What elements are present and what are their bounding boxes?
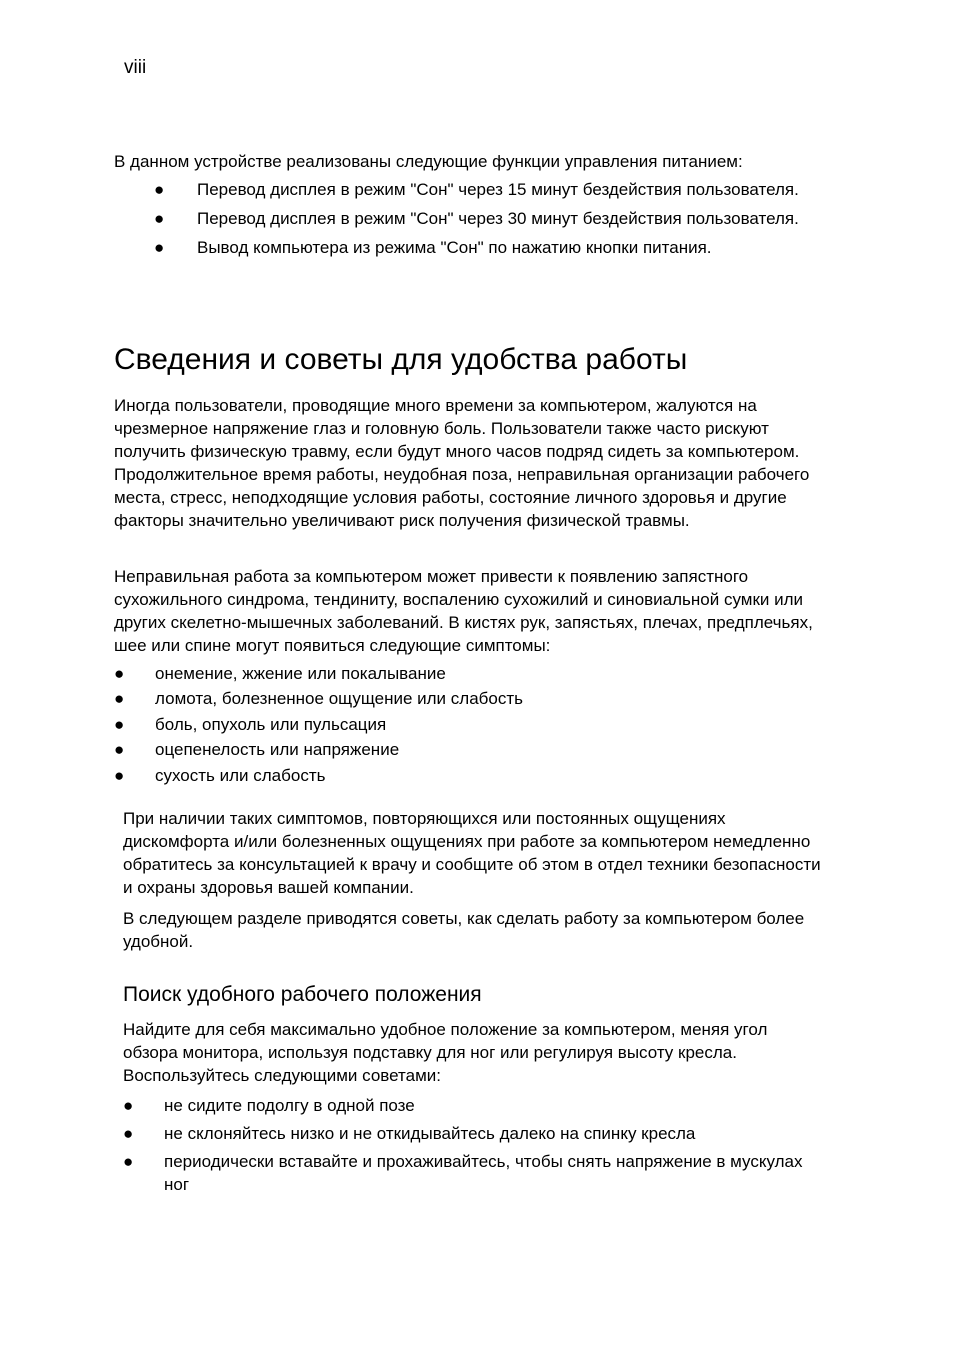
ergonomics-paragraph-3: При наличии таких симптомов, повторяющихся или постоянных ощущениях дискомфорта и/или болезненных ощущениях при работе за компьютером немедленно обратитесь за консультацией к врачу и сообщите об этом в отдел техники безопасности и охраны здоровья вашей компании. (123, 809, 821, 897)
power-intro-paragraph: В данном устройстве реализованы следующие функции управления питанием: (114, 152, 743, 171)
bullet-icon: ● (114, 689, 125, 709)
ergonomics-paragraph-1: Иногда пользователи, проводящие много времени за компьютером, жалуются на чрезмерное напряжение глаз и головную боль. Пользователи также часто рискуют получить физическую травму, если будут много часов подряд сидеть за компьютером. Продолжительное время работы, неудобная поза, неправильная организации рабочего места, стресс, неподходящие условия работы, состояние личного здоровья и другие факторы значительно увеличивают риск получения физической травмы. (114, 396, 810, 530)
bullet-icon: ● (154, 209, 165, 228)
bullet-icon: ● (123, 1152, 134, 1171)
list-item-text: боль, опухоль или пульсация (155, 714, 387, 734)
ergonomics-paragraph-4: В следующем разделе приводятся советы, как сделать работу за компьютером более удобной. (123, 909, 805, 951)
list-item-text: Перевод дисплея в режим "Сон" через 15 минут бездействия пользователя. (197, 180, 799, 199)
list-item-text: не склоняйтесь низко и не откидывайтесь далеко на спинку кресла (164, 1124, 696, 1143)
position-paragraph: Найдите для себя максимально удобное положение за компьютером, меняя угол обзора монитора, используя подставку для ног или регулируя высоту кресла. Воспользуйтесь следующими советами: (123, 1020, 768, 1085)
ergonomics-paragraph-2: Неправильная работа за компьютером может привести к появлению запястного сухожильного синдрома, тендиниту, воспалению сухожилий и синовиальной сумки или других скелетно-мышечных заболеваний. В кистях рук, запястьях, плечах, предплечьях, шее или спине могут появиться следующие симптомы: (114, 567, 813, 655)
list-item (114, 178, 834, 201)
bullet-icon: ● (123, 1096, 134, 1115)
list-item-text: не сидите подолгу в одной позе (164, 1096, 415, 1115)
list-item (114, 738, 814, 761)
section-title: Сведения и советы для удобства работы (114, 343, 688, 376)
bullet-icon: ● (154, 180, 165, 199)
bullet-icon: ● (114, 664, 125, 683)
list-item-text: оцепенелость или напряжение (155, 740, 400, 760)
list-item-text: Вывод компьютера из режима "Сон" по нажатию кнопки питания. (197, 238, 712, 257)
list-item-text: сухость или слабость (155, 765, 326, 785)
list-item-text: ломота, болезненное ощущение или слабость (155, 689, 523, 709)
bullet-icon: ● (114, 765, 125, 785)
list-item (114, 207, 834, 230)
list-item (114, 662, 814, 685)
position-tips-list (123, 1094, 803, 1201)
list-item (114, 713, 814, 736)
list-item (123, 1094, 803, 1117)
symptom-list (114, 662, 814, 789)
list-item (123, 1150, 803, 1196)
page-number: viii (124, 57, 147, 78)
list-item (114, 764, 814, 787)
bullet-icon: ● (154, 238, 165, 257)
list-item (114, 687, 814, 710)
bullet-icon: ● (123, 1124, 134, 1143)
list-item (123, 1122, 803, 1145)
list-item-text: онемение, жжение или покалывание (155, 664, 446, 683)
power-management-list (114, 178, 834, 265)
bullet-icon: ● (114, 714, 125, 734)
list-item-text: Перевод дисплея в режим "Сон" через 30 минут бездействия пользователя. (197, 209, 799, 228)
list-item (114, 236, 834, 259)
subsection-title: Поиск удобного рабочего положения (123, 983, 482, 1006)
list-item-text: периодически вставайте и прохаживайтесь, чтобы снять напряжение в мускулах ног (164, 1152, 803, 1194)
bullet-icon: ● (114, 740, 125, 760)
